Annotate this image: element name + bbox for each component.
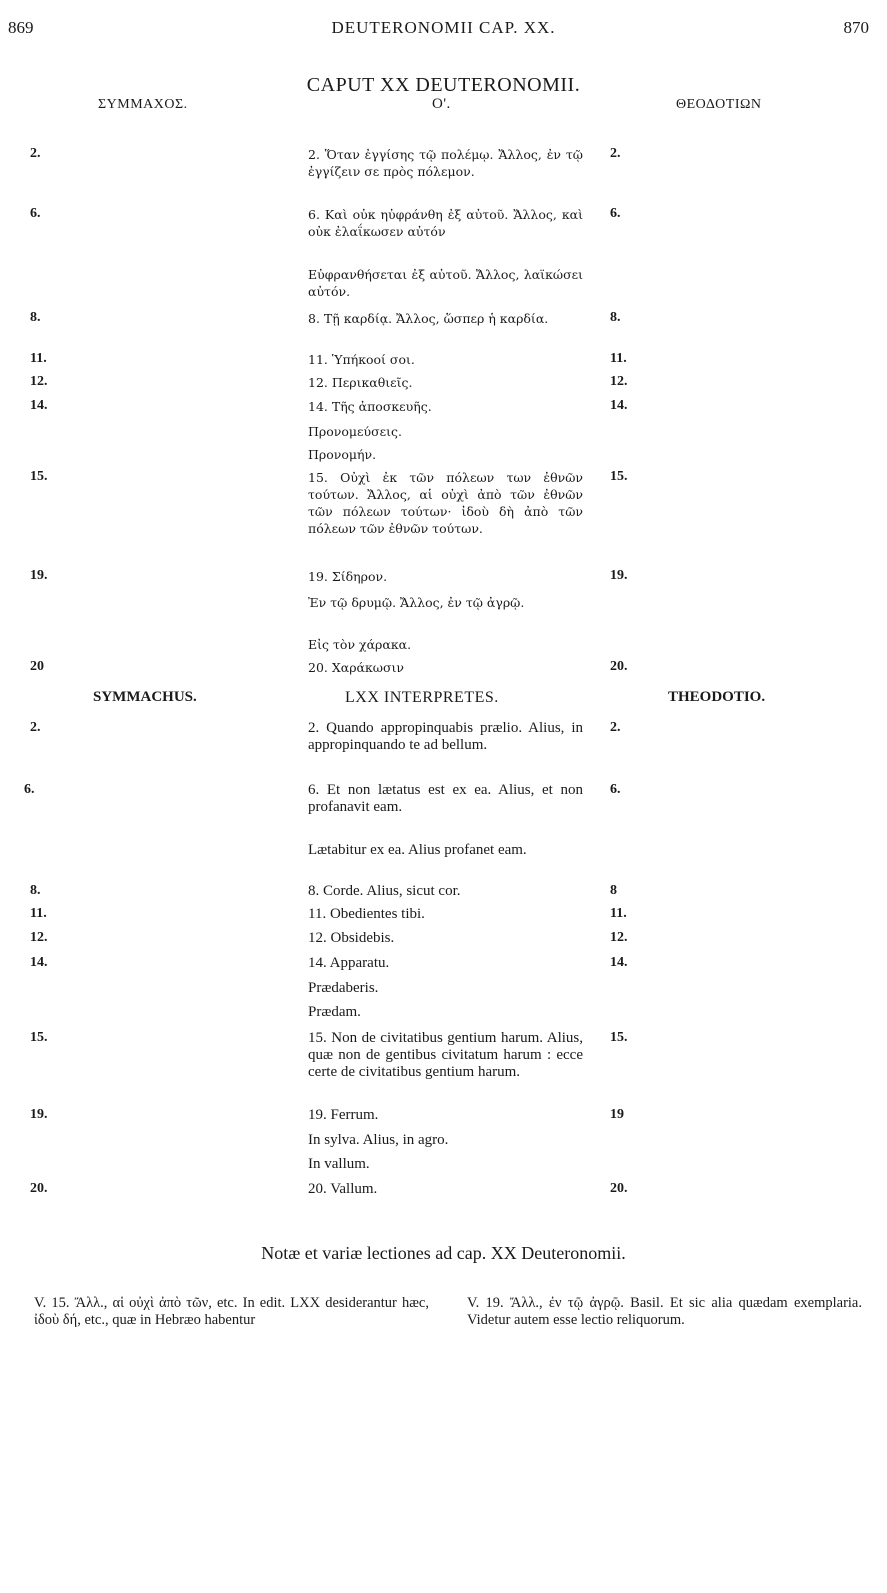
symmachus-verse: 14. xyxy=(30,955,48,970)
lxx-text: Ἐν τῷ δρυμῷ. Ἄλλος, ἐν τῷ ἀγρῷ. xyxy=(308,595,525,610)
lxx-text: 14. Τῆς ἀποσκευῆς. xyxy=(308,399,432,414)
lxx-text: 20. Χαράκωσιν xyxy=(308,660,405,675)
note-right: V. 19. Ἄλλ., ἐν τῷ ἀγρῷ. Basil. Et sic alia quædam exemplaria. Videtur autem esse lectio reliquorum. xyxy=(467,1295,862,1328)
lxx-text: 15. Non de civitatibus gentium harum. Alius, quæ non de gentibus civitatum harum : ecce certe de civitatibus gentium harum. xyxy=(308,1030,583,1080)
latin-header-theodotion: THEODOTIO. xyxy=(668,689,766,705)
lxx-text: Προνομήν. xyxy=(308,447,377,462)
theodotion-verse: 15. xyxy=(610,1030,628,1045)
lxx-text: 19. Ferrum. xyxy=(308,1107,379,1123)
theodotion-verse: 8 xyxy=(610,883,617,898)
chapter-title: CAPUT XX DEUTERONOMII. xyxy=(306,74,581,96)
symmachus-verse: 6. xyxy=(30,206,41,221)
lxx-text: 11. Ὑπήκοοί σοι. xyxy=(308,352,415,367)
latin-headers xyxy=(0,689,887,713)
latin-header-symmachus: SYMMACHUS. xyxy=(93,689,197,705)
symmachus-verse: 19. xyxy=(30,1107,48,1122)
symmachus-verse: 11. xyxy=(30,906,47,921)
theodotion-verse: 14. xyxy=(610,955,628,970)
theodotion-verse: 6. xyxy=(610,782,621,797)
lxx-text: 6. Καὶ οὐκ ηὐφράνθη ἐξ αὐτοῦ. Ἄλλος, καὶ οὐκ ἐλαΐκωσεν αὐτόν xyxy=(308,207,583,239)
symmachus-verse: 12. xyxy=(30,930,48,945)
theodotion-verse: 2. xyxy=(610,146,621,161)
lxx-text: 11. Obedientes tibi. xyxy=(308,906,425,922)
lxx-text: Εὐφρανθήσεται ἐξ αὐτοῦ. Ἄλλος, λαϊκώσει αὐτόν. xyxy=(308,267,583,299)
symmachus-verse: 20 xyxy=(30,659,44,674)
symmachus-verse: 2. xyxy=(30,146,41,161)
greek-header-lxx: Ο'. xyxy=(432,96,451,112)
lxx-text: 12. Obsidebis. xyxy=(308,930,395,946)
symmachus-verse: 6. xyxy=(24,782,35,797)
symmachus-verse: 19. xyxy=(30,568,48,583)
lxx-text: Prædam. xyxy=(308,1004,361,1020)
symmachus-verse: 20. xyxy=(30,1181,48,1196)
theodotion-verse: 19 xyxy=(610,1107,624,1122)
theodotion-verse: 6. xyxy=(610,206,621,221)
lxx-text: 2. Ὅταν ἐγγίσης τῷ πολέμῳ. Ἄλλος, ἐν τῷ ἐγγίζειν σε πρὸς πόλεμον. xyxy=(308,147,583,179)
greek-header-theodotion: ΘΕΟΔΟΤΙΩΝ xyxy=(676,97,762,112)
theodotion-verse: 14. xyxy=(610,398,628,413)
lxx-text: 12. Περικαθιεῖς. xyxy=(308,375,413,390)
theodotion-verse: 12. xyxy=(610,930,628,945)
lxx-text: In vallum. xyxy=(308,1156,370,1172)
page-number-right: 870 xyxy=(843,18,869,37)
lxx-text: 20. Vallum. xyxy=(308,1181,378,1197)
lxx-text: 14. Apparatu. xyxy=(308,955,390,971)
page-number-left: 869 xyxy=(8,18,34,37)
lxx-text: Εἰς τὸν χάρακα. xyxy=(308,637,412,652)
lxx-text: Προνομεύσεις. xyxy=(308,424,402,439)
note-left: V. 15. Ἄλλ., αἱ οὐχὶ ἀπὸ τῶν, etc. In edit. LXX desiderantur hæc, ἰδοὺ δή, etc., quæ in Hebræo habentur xyxy=(34,1295,429,1328)
lxx-text: 2. Quando appropinquabis prælio. Alius, in appropinquando te ad bellum. xyxy=(308,720,583,753)
lxx-text: 19. Σίδηρον. xyxy=(308,569,388,584)
theodotion-verse: 11. xyxy=(610,906,627,921)
symmachus-verse: 15. xyxy=(30,469,48,484)
symmachus-verse: 15. xyxy=(30,1030,48,1045)
symmachus-verse: 14. xyxy=(30,398,48,413)
notes-title: Notæ et variæ lectiones ad cap. XX Deuteronomii. xyxy=(261,1243,626,1263)
latin-header-lxx: LXX INTERPRETES. xyxy=(345,689,499,706)
lxx-text: 6. Et non lætatus est ex ea. Alius, et non profanavit eam. xyxy=(308,782,583,815)
theodotion-verse: 19. xyxy=(610,568,628,583)
theodotion-verse: 11. xyxy=(610,351,627,366)
symmachus-verse: 8. xyxy=(30,883,41,898)
running-title: DEUTERONOMII CAP. XX. xyxy=(331,18,556,37)
theodotion-verse: 12. xyxy=(610,374,628,389)
theodotion-verse: 20. xyxy=(610,1181,628,1196)
lxx-text: 15. Οὐχὶ ἐκ τῶν πόλεων των ἐθνῶν τούτων. Ἄλλος, αἱ οὐχὶ ἀπὸ τῶν ἐθνῶν τῶν πόλεων τούτων· ἰδοὺ δὴ ἀπὸ τῶν πόλεων τῶν ἐθνῶν τούτων. xyxy=(308,470,583,536)
lxx-text: Prædaberis. xyxy=(308,980,379,996)
symmachus-verse: 11. xyxy=(30,351,47,366)
symmachus-verse: 2. xyxy=(30,720,41,735)
lxx-text: In sylva. Alius, in agro. xyxy=(308,1132,449,1148)
theodotion-verse: 15. xyxy=(610,469,628,484)
lxx-text: 8. Corde. Alius, sicut cor. xyxy=(308,883,461,899)
theodotion-verse: 2. xyxy=(610,720,621,735)
greek-header-symmachus: ΣΥΜΜΑΧΟΣ. xyxy=(98,97,188,112)
symmachus-verse: 12. xyxy=(30,374,48,389)
symmachus-verse: 8. xyxy=(30,310,41,325)
running-head xyxy=(0,18,887,42)
theodotion-verse: 20. xyxy=(610,659,628,674)
theodotion-verse: 8. xyxy=(610,310,621,325)
lxx-text: Lætabitur ex ea. Alius profanet eam. xyxy=(308,842,527,858)
lxx-text: 8. Τῇ καρδίᾳ. Ἄλλος, ὥσπερ ἡ καρδία. xyxy=(308,311,549,326)
